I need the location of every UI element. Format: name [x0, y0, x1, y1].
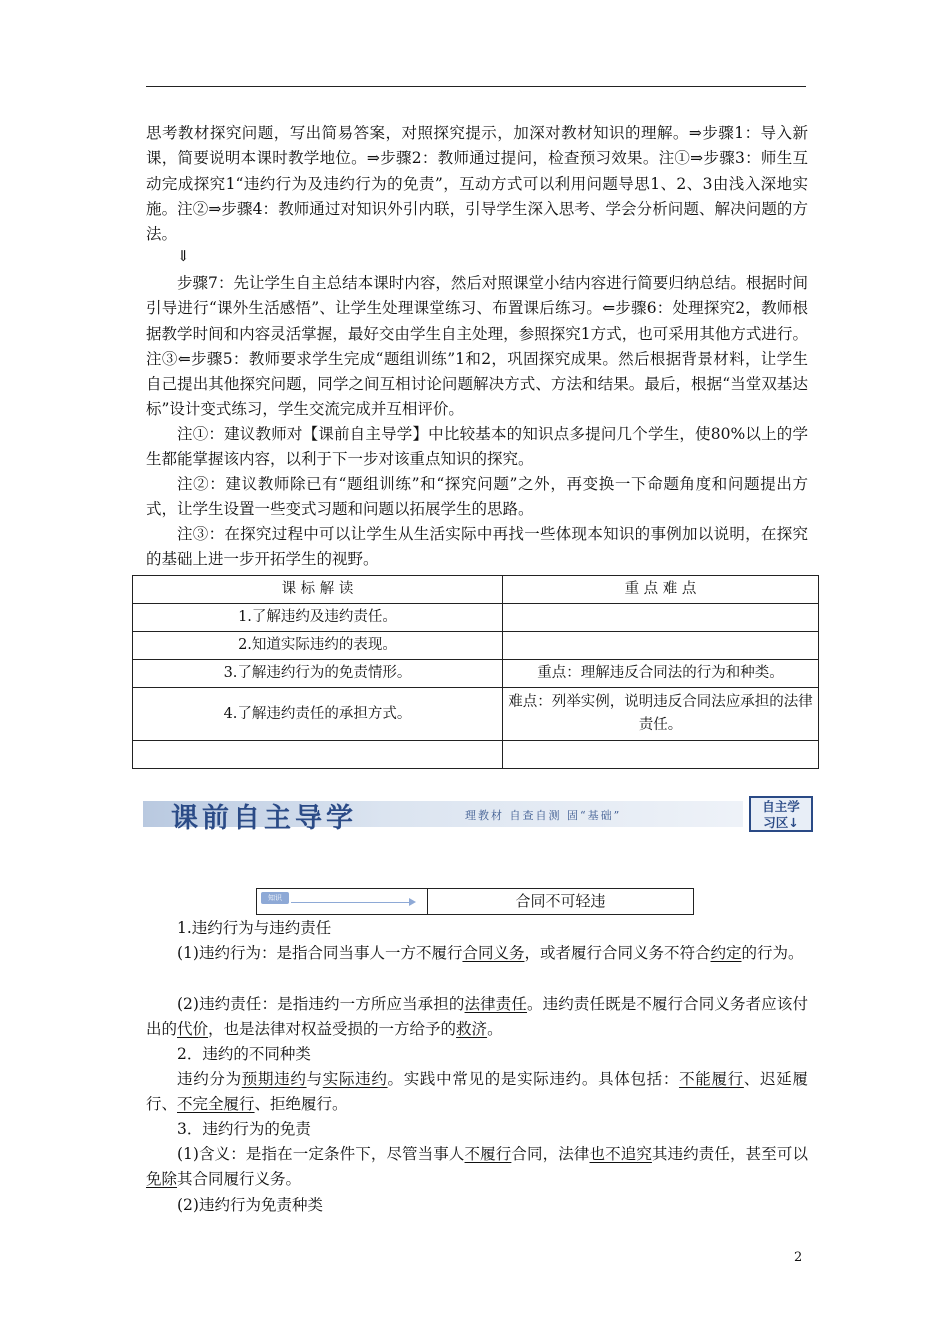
content-paragraph-5: (2)违约行为免责种类	[177, 1196, 323, 1214]
heading-3: 3．违约行为的免责	[177, 1120, 311, 1138]
answer-blank: 合同义务	[462, 944, 525, 962]
table-cell	[133, 741, 503, 769]
table-cell	[503, 632, 819, 660]
page-number: 2	[794, 1250, 803, 1265]
note-3: 注③：在探究过程中可以让学生从生活实际中再找一些体现本知识的事例加以说明，在探究的基础上进一步开拓学生的视野。	[146, 525, 808, 569]
answer-blank: 不履行	[464, 1145, 512, 1163]
section-banner	[143, 796, 815, 834]
flow-paragraph-2: 步骤7：先让学生自主总结本课时内容，然后对照课堂小结内容进行简要归纳总结。根据时间引导进行“课外生活感悟”、让学生处理课堂练习、布置课后练习。⇐步骤6：处理探究2，教师根据教学时间和内容灵活掌握，最好交由学生自主处理，参照探究1方式，也可采用其他方式进行。注③⇐步骤5：教师要求学生完成“题组训练”1和2，巩固探究成果。然后根据背景材料，让学生自己提出其他探究问题，同学之间互相讨论问题解决方式、方法和结果。最后，根据“当堂双基达标”设计变式练习，学生交流完成并互相评价。	[146, 274, 808, 419]
table-cell	[503, 604, 819, 632]
answer-blank: 约定	[710, 944, 742, 962]
note-2: 注②：建议教师除已有“题组训练”和“探究问题”之外，再变换一下命题角度和问题提出方式，让学生设置一些变式习题和问题以拓展学生的思路。	[146, 475, 808, 519]
arrow-head-icon	[409, 898, 416, 906]
table-cell: 2.知道实际违约的表现。	[133, 632, 503, 660]
answer-blank: 不能履行	[679, 1070, 744, 1088]
banner-title: 课前自主导学	[171, 803, 357, 834]
table-cell: 重点：理解违反合同法的行为和种类。	[503, 660, 819, 688]
table-header-cell: 重 点 难 点	[503, 576, 819, 604]
table-cell: 难点：列举实例，说明违反合同法应承担的法律责任。	[503, 688, 819, 741]
table-row	[133, 660, 819, 688]
content-paragraph-1: (1)违约行为：是指合同当事人一方不履行合同义务，或者履行合同义务不符合约定的行为。	[177, 944, 804, 962]
table-cell	[503, 741, 819, 769]
answer-blank: 实际违约	[322, 1070, 388, 1088]
table-header-cell: 课 标 解 读	[133, 576, 503, 604]
down-arrow-icon: ⇓	[177, 247, 190, 265]
header-rule	[146, 86, 806, 87]
table-row	[133, 604, 819, 632]
topic-title: 合同不可轻违	[515, 892, 606, 910]
answer-blank: 也不追究	[589, 1145, 652, 1163]
self-study-badge	[749, 796, 813, 832]
content-paragraph-2: (2)违约责任：是指违约一方所应当承担的法律责任。违约责任既是不履行合同义务者应该付出的代价，也是法律对权益受损的一方给予的救济。	[146, 995, 808, 1039]
answer-blank: 法律责任	[464, 995, 528, 1013]
table-row	[133, 741, 819, 769]
answer-blank: 代价	[177, 1020, 209, 1039]
answer-blank: 预期违约	[241, 1070, 307, 1088]
content-paragraph-3: 违约分为预期违约与实际违约。实践中常见的是实际违约。具体包括：不能履行、迟延履行、不完全履行、拒绝履行。	[146, 1070, 808, 1114]
heading-2: 2．违约的不同种类	[177, 1045, 311, 1063]
table-cell: 4.了解违约责任的承担方式。	[133, 688, 503, 741]
badge-line-1: 自主学	[762, 799, 800, 814]
topic-tag	[257, 889, 428, 914]
arrow-line-icon	[291, 902, 411, 903]
table-cell: 1.了解违约及违约责任。	[133, 604, 503, 632]
table-row	[133, 632, 819, 660]
standards-table	[132, 575, 819, 769]
badge-line-2: 习区↓	[763, 815, 799, 830]
table-cell: 3.了解违约行为的免责情形。	[133, 660, 503, 688]
banner-subtitle: 理教材 自查自测 固“基础”	[465, 809, 622, 822]
content-paragraph-4: (1)含义：是指在一定条件下，尽管当事人不履行合同，法律也不追究其违约责任，甚至可以免除其合同履行义务。	[146, 1145, 808, 1189]
note-1: 注①：建议教师对【课前自主导学】中比较基本的知识点多提问几个学生，使80%以上的学生都能掌握该内容，以利于下一步对该重点知识的探究。	[146, 425, 808, 469]
table-header-row	[133, 576, 819, 604]
answer-blank: 不完全履行	[177, 1095, 255, 1114]
table-row	[133, 688, 819, 741]
heading-1: 1.违约行为与违约责任	[177, 919, 332, 937]
topic-box	[256, 888, 694, 915]
answer-blank: 救济	[456, 1020, 488, 1039]
answer-blank: 免除	[146, 1170, 178, 1189]
flow-paragraph-1: 思考教材探究问题，写出简易答案，对照探究提示，加深对教材知识的理解。⇒步骤1：导入新课，简要说明本课时教学地位。⇒步骤2：教师通过提问，检查预习效果。注①⇒步骤3：师生互动完成探究1“违约行为及违约行为的免责”，互动方式可以利用问题导思1、2、3由浅入深地实施。注②⇒步骤4：教师通过对知识外引内联，引导学生深入思考、学会分析问题、解决问题的方法。	[146, 124, 808, 244]
knowledge-chip: 知识	[261, 892, 289, 904]
